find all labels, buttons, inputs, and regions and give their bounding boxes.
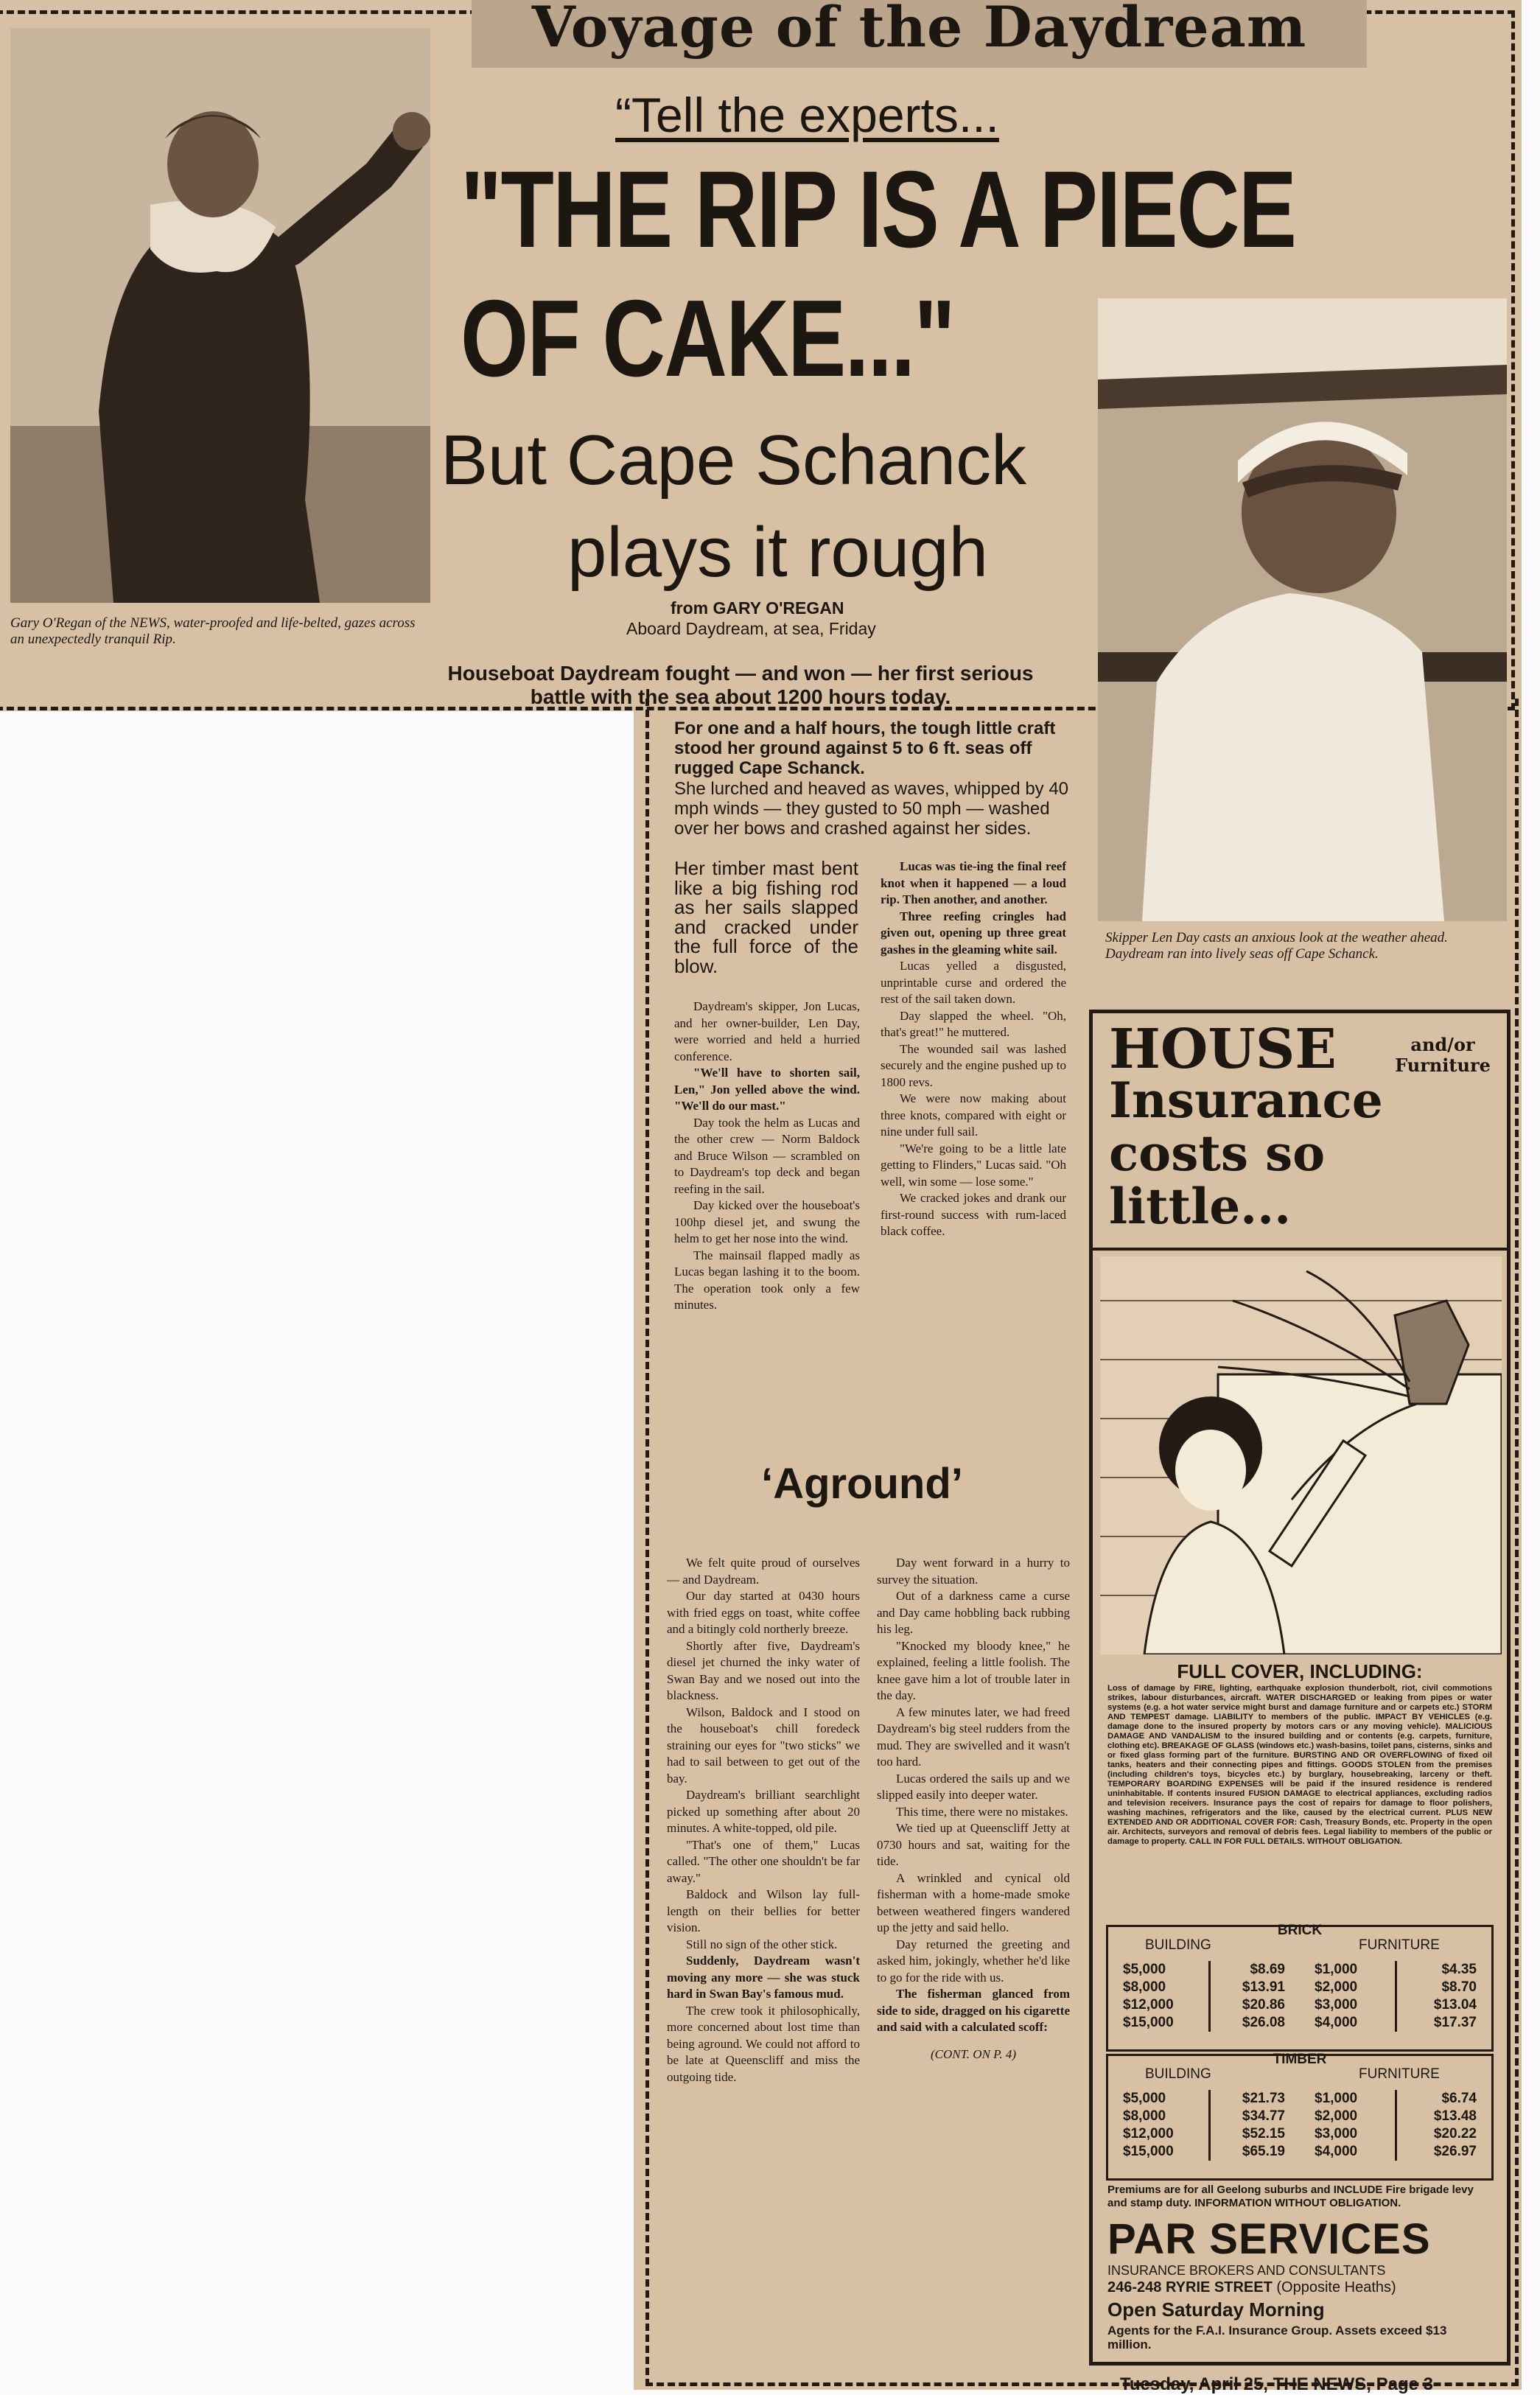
photo-len-day xyxy=(1098,298,1507,921)
rate-row xyxy=(1307,1961,1484,1979)
column-4 xyxy=(877,1555,1070,2063)
rate-row xyxy=(1116,1961,1292,1979)
rate-cover-amount: $1,000 xyxy=(1315,2091,1358,2106)
ad-divider xyxy=(1093,1248,1507,1251)
rate-row xyxy=(1307,2125,1484,2143)
col3-paragraph: Daydream's brilliant searchlight picked up something after about 20 minutes. A white-topped, old pile. xyxy=(667,1788,860,1835)
rate-premium: $26.08 xyxy=(1209,2014,1292,2032)
col2-paragraph: Day slapped the wheel. "Oh, that's great!" he muttered. xyxy=(881,1008,1066,1039)
col4-paragraph: We tied up at Queenscliff Jetty at 0730 hours and sat, waiting for the tide. xyxy=(877,1821,1070,1868)
ad-address-street: 246-248 RYRIE STREET xyxy=(1107,2279,1273,2296)
rate-cover-amount: $5,000 xyxy=(1123,2091,1166,2106)
ad-address xyxy=(1107,2279,1396,2296)
col3-paragraph: Suddenly, Daydream wasn't moving any more — she was stuck hard in Swan Bay's famous mud. xyxy=(667,1954,860,2001)
rate-cover-amount: $4,000 xyxy=(1315,2015,1358,2030)
col2-paragraph: "We're going to be a little late getting to Flinders," Lucas said. "Oh well, win some — lose some." xyxy=(881,1141,1066,1189)
intro-second: She lurched and heaved as waves, whipped by 40 mph winds — they gusted to 50 mph — washed over her bows and crashed against her sides. xyxy=(674,779,1069,839)
col3-paragraph: Our day started at 0430 hours with fried eggs on toast, white coffee and a bitingly cold northerly breeze. xyxy=(667,1589,860,1636)
caption-right: Skipper Len Day casts an anxious look at the weather ahead. Daydream ran into lively seas off Cape Schanck. xyxy=(1105,930,1448,962)
ad-house: HOUSE xyxy=(1109,1018,1337,1081)
headline-line-2: OF CAKE..." xyxy=(461,278,955,399)
column-1 xyxy=(674,999,860,1314)
rate-row xyxy=(1116,2014,1292,2032)
column-3 xyxy=(667,1555,860,2085)
rate-premium: $17.37 xyxy=(1396,2014,1484,2032)
col4-paragraph: The fisherman glanced from side to side, dragged on his cigarette and said with a calculated scoff: xyxy=(877,1987,1070,2034)
rate-premium: $20.22 xyxy=(1396,2125,1484,2143)
col3-paragraph: We felt quite proud of ourselves — and Daydream. xyxy=(667,1556,860,1587)
col3-paragraph: Still no sign of the other stick. xyxy=(686,1937,838,1951)
col3-paragraph: "That's one of them," Lucas called. "The other one shouldn't be far away." xyxy=(667,1837,860,1885)
ad-full-cover: FULL COVER, INCLUDING: xyxy=(1177,1660,1423,1682)
rate-premium: $34.77 xyxy=(1209,2108,1292,2125)
col1-paragraph: Day kicked over the houseboat's 100hp diesel jet, and swung the helm to get her nose into the wind. xyxy=(674,1198,860,1245)
rate-premium: $4.35 xyxy=(1396,1961,1484,1979)
rate-premium: $13.91 xyxy=(1209,1979,1292,1996)
ad-furniture: Furniture xyxy=(1395,1055,1491,1076)
col2-paragraph: We cracked jokes and drank our first-round success with rum-laced black coffee. xyxy=(881,1191,1066,1238)
brick-furniture-label: FURNITURE xyxy=(1359,1937,1440,1953)
col2-paragraph: Lucas was tie-ing the final reef knot when it happened — a loud rip. Then another, and another. xyxy=(881,859,1066,906)
rate-cover-amount: $15,000 xyxy=(1123,2144,1174,2159)
rate-row xyxy=(1116,2108,1292,2125)
rate-premium: $20.86 xyxy=(1209,1996,1292,2014)
ad-line-little: little... xyxy=(1109,1178,1292,1235)
subhead-line-1: But Cape Schanck xyxy=(441,421,1027,500)
intro-bold: For one and a half hours, the tough little craft stood her ground against 5 to 6 ft. seas off rugged Cape Schanck. xyxy=(674,718,1056,778)
col4-paragraph: Out of a darkness came a curse and Day came hobbling back rubbing his leg. xyxy=(877,1589,1070,1636)
col3-paragraph: The crew took it philosophically, more concerned about lost time than being aground. We could not afford to be late at Queenscliff and miss the outgoing tide. xyxy=(667,2003,860,2084)
rate-cover-amount: $12,000 xyxy=(1123,1997,1174,2013)
rate-row xyxy=(1116,2143,1292,2161)
brick-rates xyxy=(1106,1925,1494,2052)
ad-cover-text: Loss of damage by FIRE, lighting, earthquake explosion thunderbolt, riot, civil commotions strikes, labour disturbances, aircraft. WATER DISCHARGED or leaking from pipes or water systems (e.g. a hot water service might burst and damage furniture and or carpets etc.) STORM AND TEMPEST damage. LIABILITY to members of the public. IMPACT BY VEHICLES (e.g. damage done to the insured property by motors cars or any moving vehicle). MALICIOUS DAMAGE AND VANDALISM to the insured building and or contents (e.g. carpets, furniture, clothing etc). BREAKAGE OF GLASS (windows etc.) wash-basins, toilet pans, cisterns, sinks and or fixed glass forming part of the furniture. BURSTING AND OR OVERFLOWING of fixed oil tanks, heaters and their connecting pipes and fittings. GOODS STOLEN from the premises (including children's toys, bicycles etc.) by burglary, housebreaking, larceny or theft. TEMPORARY BOARDING EXPENSES will be paid if the insured residence is rendered uninhabitable. If contents insured FUSION DAMAGE to electrical appliances, excluding radios and television receivers. Insurance pays the cost of repairs for damage to floor polishers, washing machines, refrigerators and the like, caused by the electrical current. PLUS NEW EXTENDED AND OR ADDITIONAL COVER FOR: Cash, Treasury Bonds, etc. Property in the open air. Architects, surveyors and removal of debris fees. Legal liability to members of the public or damage to property. CALL IN FOR FULL DETAILS. WITHOUT OBLIGATION. xyxy=(1107,1684,1492,1846)
photo-figure-skipper xyxy=(1098,298,1507,921)
rate-row xyxy=(1307,1979,1484,1996)
ad-line-insurance: Insurance xyxy=(1109,1071,1383,1129)
col3-paragraph: Baldock and Wilson lay full-length on their bellies for better vision. xyxy=(667,1887,860,1934)
rate-premium: $6.74 xyxy=(1396,2090,1484,2108)
section-head-aground: ‘Aground’ xyxy=(761,1460,963,1508)
brick-building-label: BUILDING xyxy=(1145,1937,1211,1953)
rate-premium: $21.73 xyxy=(1209,2090,1292,2108)
subhead-line-2: plays it rough xyxy=(567,513,988,592)
col4-paragraph: "Knocked my bloody knee," he explained, feeling a little foolish. The knee gave him a lot of trouble later in the day. xyxy=(877,1638,1070,1702)
rate-row xyxy=(1116,2090,1292,2108)
col1-paragraph: Daydream's skipper, Jon Lucas, and her owner-builder, Len Day, were worried and held a hurried conference. xyxy=(674,999,860,1063)
col3-paragraph: Wilson, Baldock and I stood on the houseboat's chill foredeck straining our eyes for "two sticks" we had to sail between to get out of the bay. xyxy=(667,1705,860,1786)
timber-furniture-label: FURNITURE xyxy=(1359,2066,1440,2082)
col2-paragraph: We were now making about three knots, compared with eight or nine under full sail. xyxy=(881,1091,1066,1139)
byline: from GARY O'REGAN xyxy=(671,598,844,618)
col4-paragraph: Day went forward in a hurry to survey the situation. xyxy=(877,1556,1070,1587)
ad-open: Open Saturday Morning xyxy=(1107,2298,1325,2321)
kicker: “Tell the experts... xyxy=(615,88,999,142)
rate-cover-amount: $15,000 xyxy=(1123,2015,1174,2030)
col1-paragraph: Day took the helm as Lucas and the other crew — Norm Baldock and Bruce Wilson — scrambled on to Daydream's top deck and began reefing in the sail. xyxy=(674,1115,860,1196)
col2-paragraph: Three reefing cringles had given out, opening up three great gashes in the gleaming white sail. xyxy=(881,909,1066,957)
col2-paragraph: The wounded sail was lashed securely and the engine pushed up to 1800 revs. xyxy=(881,1041,1066,1089)
lead-paragraph: Houseboat Daydream fought — and won — her first serious battle with the sea about 1200 hours today. xyxy=(447,662,1034,708)
col1-paragraph: "We'll have to shorten sail, Len," Jon yelled above the wind. "We'll do our mast." xyxy=(674,1066,860,1113)
ad-andor: and/or xyxy=(1410,1034,1475,1055)
rate-row xyxy=(1307,2108,1484,2125)
brick-building-table xyxy=(1116,1961,1292,2032)
rate-cover-amount: $1,000 xyxy=(1315,1962,1358,1977)
insurance-advert xyxy=(1089,1010,1511,2366)
rate-row xyxy=(1116,2125,1292,2143)
brick-label: BRICK xyxy=(1277,1923,1323,1938)
col4-paragraph: A few minutes later, we had freed Daydream's big steel rudders from the mud. They are swivelled and it wasn't too hard. xyxy=(877,1705,1070,1769)
col1-first-paragraph: Her timber mast bent like a big fishing rod as her sails slapped and cracked under the full force of the blow. xyxy=(674,857,858,977)
rate-row xyxy=(1116,1979,1292,1996)
rate-premium: $65.19 xyxy=(1209,2143,1292,2161)
rate-premium: $13.48 xyxy=(1396,2108,1484,2125)
timber-building-table xyxy=(1116,2090,1292,2161)
col4-paragraph: A wrinkled and cynical old fisherman with a home-made smoke between weathered fingers wandered up the jetty and said hello. xyxy=(877,1870,1070,1934)
rate-row xyxy=(1116,1996,1292,2014)
ad-address-opposite: (Opposite Heaths) xyxy=(1276,2279,1396,2296)
caption-left: Gary O'Regan of the NEWS, water-proofed and life-belted, gazes across an unexpectedly tranquil Rip. xyxy=(10,615,416,647)
ad-premiums-note: Premiums are for all Geelong suburbs and INCLUDE Fire brigade levy and stamp duty. INFORMATION WITHOUT OBLIGATION. xyxy=(1107,2184,1474,2209)
ad-agents: Agents for the F.A.I. Insurance Group. Assets exceed $13 million. xyxy=(1107,2324,1447,2352)
timber-label: TIMBER xyxy=(1273,2052,1327,2067)
rate-cover-amount: $12,000 xyxy=(1123,2126,1174,2141)
rate-row xyxy=(1307,2090,1484,2108)
rate-cover-amount: $2,000 xyxy=(1315,1979,1358,1995)
rate-row xyxy=(1307,2143,1484,2161)
rate-cover-amount: $8,000 xyxy=(1123,1979,1166,1995)
col1-paragraph: The mainsail flapped madly as Lucas began lashing it to the boom. The operation took only a few minutes. xyxy=(674,1248,860,1312)
col3-paragraph: Shortly after five, Daydream's diesel jet churned the inky water of Swan Bay and we nosed out into the blackness. xyxy=(667,1638,860,1702)
timber-building-label: BUILDING xyxy=(1145,2066,1211,2082)
rate-cover-amount: $8,000 xyxy=(1123,2108,1166,2124)
brick-furniture-table xyxy=(1307,1961,1484,2032)
rate-premium: $52.15 xyxy=(1209,2125,1292,2143)
rate-row xyxy=(1307,2014,1484,2032)
rate-premium: $8.70 xyxy=(1396,1979,1484,1996)
ad-illustration xyxy=(1100,1256,1502,1654)
rate-row xyxy=(1307,1996,1484,2014)
continued-note: (CONT. ON P. 4) xyxy=(930,2046,1017,2061)
ad-company-sub: INSURANCE BROKERS AND CONSULTANTS xyxy=(1107,2263,1386,2278)
timber-furniture-table xyxy=(1307,2090,1484,2161)
rate-cover-amount: $2,000 xyxy=(1315,2108,1358,2124)
col4-paragraph: Lucas ordered the sails up and we slipped easily into deeper water. xyxy=(877,1771,1070,1802)
rate-premium: $26.97 xyxy=(1396,2143,1484,2161)
rate-cover-amount: $3,000 xyxy=(1315,2126,1358,2141)
col4-paragraph: This time, there were no mistakes. xyxy=(896,1804,1068,1819)
col4-paragraph: Day returned the greeting and asked him, jokingly, whether he'd like to go for the ride with us. xyxy=(877,1937,1070,1985)
rate-premium: $13.04 xyxy=(1396,1996,1484,2014)
photo-figure xyxy=(10,28,430,603)
rate-premium: $8.69 xyxy=(1209,1961,1292,1979)
timber-rates xyxy=(1106,2054,1494,2181)
photo-gary-oregan xyxy=(10,28,430,603)
ad-company: PAR SERVICES xyxy=(1107,2215,1431,2263)
rate-cover-amount: $3,000 xyxy=(1315,1997,1358,2013)
page-footer: Tuesday, April 25, THE NEWS, Page 3 xyxy=(1120,2374,1434,2394)
rate-cover-amount: $4,000 xyxy=(1315,2144,1358,2159)
rate-cover-amount: $5,000 xyxy=(1123,1962,1166,1977)
dateline: Aboard Daydream, at sea, Friday xyxy=(626,619,876,638)
ad-line-costs: costs so xyxy=(1109,1125,1326,1182)
column-2 xyxy=(881,859,1066,1240)
col2-paragraph: Lucas yelled a disgusted, unprintable curse and ordered the rest of the sail taken down. xyxy=(881,959,1066,1006)
headline-line-1: "THE RIP IS A PIECE xyxy=(461,149,1296,270)
banner-text: Voyage of the Daydream xyxy=(531,0,1307,60)
